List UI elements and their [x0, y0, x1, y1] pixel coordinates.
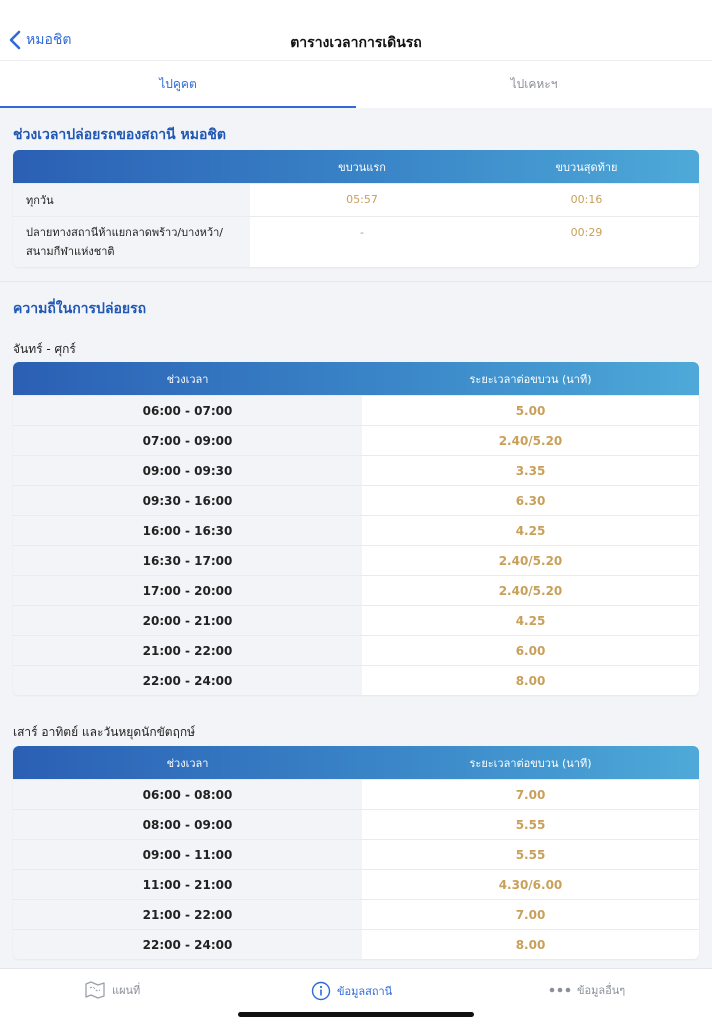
table-header — [13, 362, 699, 395]
interval-value: 3.35 — [515, 463, 546, 478]
time-range: 06:00 - 07:00 — [13, 396, 362, 425]
interval-value: 4.25 — [515, 613, 546, 628]
more-icon — [549, 986, 571, 994]
tab-to-khu-khot[interactable]: ไปคูคต — [0, 61, 356, 108]
time-range: 06:00 - 08:00 — [13, 780, 362, 809]
row-label — [13, 217, 250, 267]
table-row — [13, 485, 699, 515]
table-row — [13, 839, 699, 869]
interval-value: 6.00 — [515, 643, 546, 658]
map-icon — [84, 981, 106, 999]
last-train-time: 00:29 — [570, 226, 603, 239]
time-range: 09:00 - 11:00 — [13, 840, 362, 869]
first-last-title: ช่วงเวลาปล่อยรถของสถานี หมอชิต — [13, 127, 226, 143]
interval-value: 5.55 — [515, 847, 546, 862]
time-range: 20:00 - 21:00 — [13, 606, 362, 635]
tab-map[interactable] — [84, 981, 140, 999]
navigation-bar — [0, 0, 712, 60]
page-title: ตารางเวลาการเดินรถ — [290, 35, 422, 51]
table-row — [13, 605, 699, 635]
weekend-label: เสาร์ อาทิตย์ และวันหยุดนักขัตฤกษ์ — [13, 725, 196, 739]
table-row — [13, 425, 699, 455]
first-train-time: 05:57 — [346, 193, 378, 206]
weekday-label: จันทร์ - ศุกร์ — [13, 342, 76, 356]
table-row — [13, 575, 699, 605]
interval-value: 7.00 — [515, 787, 546, 802]
frequency-title: ความถี่ในการปล่อยรถ — [13, 301, 147, 317]
tab-station-info[interactable] — [311, 981, 392, 1001]
tab-station-info-label: ข้อมูลสถานี — [337, 985, 393, 998]
interval-value: 2.40/5.20 — [498, 433, 563, 448]
header-empty — [13, 150, 250, 183]
tab-more-info-label: ข้อมูลอื่นๆ — [577, 984, 626, 997]
direction-tabs — [0, 60, 712, 108]
weekday-frequency-table — [13, 362, 699, 695]
row-label: ทุกวัน — [13, 184, 250, 216]
interval-value: 4.25 — [515, 523, 546, 538]
interval-value: 5.00 — [515, 403, 546, 418]
first-last-table — [13, 150, 699, 267]
tab-to-kheha[interactable]: ไปเคหะฯ — [510, 77, 558, 91]
header-time-range: ช่วงเวลา — [166, 372, 209, 386]
interval-value: 2.40/5.20 — [498, 583, 563, 598]
time-range: 21:00 - 22:00 — [13, 900, 362, 929]
header-interval: ระยะเวลาต่อขบวน (นาที) — [469, 372, 592, 386]
row-label-line: ปลายทางสถานีห้าแยกลาดพร้าว/บางหว้า/ — [26, 226, 223, 239]
table-row — [13, 455, 699, 485]
header-time-range: ช่วงเวลา — [166, 756, 209, 770]
table-row — [13, 929, 699, 959]
table-row — [13, 899, 699, 929]
interval-value: 2.40/5.20 — [498, 553, 563, 568]
interval-value: 6.30 — [515, 493, 546, 508]
tab-more-info[interactable] — [549, 981, 625, 999]
row-label-line: สนามกีฬาแห่งชาติ — [26, 245, 115, 258]
table-header — [13, 150, 699, 183]
table-row — [13, 216, 699, 267]
header-interval: ระยะเวลาต่อขบวน (นาที) — [469, 756, 592, 770]
table-row — [13, 809, 699, 839]
time-range: 16:30 - 17:00 — [13, 546, 362, 575]
home-indicator — [238, 1012, 474, 1017]
time-range: 11:00 - 21:00 — [13, 870, 362, 899]
table-row — [13, 545, 699, 575]
time-range: 16:00 - 16:30 — [13, 516, 362, 545]
last-train-time: 00:16 — [570, 193, 603, 206]
time-range: 17:00 - 20:00 — [13, 576, 362, 605]
table-header — [13, 746, 699, 779]
interval-value: 5.55 — [515, 817, 546, 832]
table-row — [13, 183, 699, 216]
table-row — [13, 515, 699, 545]
info-icon — [311, 981, 331, 1001]
interval-value: 7.00 — [515, 907, 546, 922]
time-range: 07:00 - 09:00 — [13, 426, 362, 455]
first-train-time: - — [360, 226, 364, 239]
time-range: 21:00 - 22:00 — [13, 636, 362, 665]
tab-map-label: แผนที่ — [112, 984, 141, 997]
time-range: 08:00 - 09:00 — [13, 810, 362, 839]
time-range: 22:00 - 24:00 — [13, 930, 362, 959]
interval-value: 8.00 — [515, 673, 546, 688]
interval-value: 4.30/6.00 — [498, 877, 563, 892]
table-row — [13, 869, 699, 899]
time-range: 09:00 - 09:30 — [13, 456, 362, 485]
time-range: 09:30 - 16:00 — [13, 486, 362, 515]
weekend-frequency-table — [13, 746, 699, 959]
interval-value: 8.00 — [515, 937, 546, 952]
back-label: หมอชิต — [26, 32, 72, 48]
table-row — [13, 635, 699, 665]
table-row — [13, 779, 699, 809]
header-last-train: ขบวนสุดท้าย — [555, 160, 618, 174]
header-first-train: ขบวนแรก — [338, 160, 386, 174]
section-divider — [0, 281, 712, 282]
table-row — [13, 395, 699, 425]
time-range: 22:00 - 24:00 — [13, 666, 362, 695]
table-row — [13, 665, 699, 695]
